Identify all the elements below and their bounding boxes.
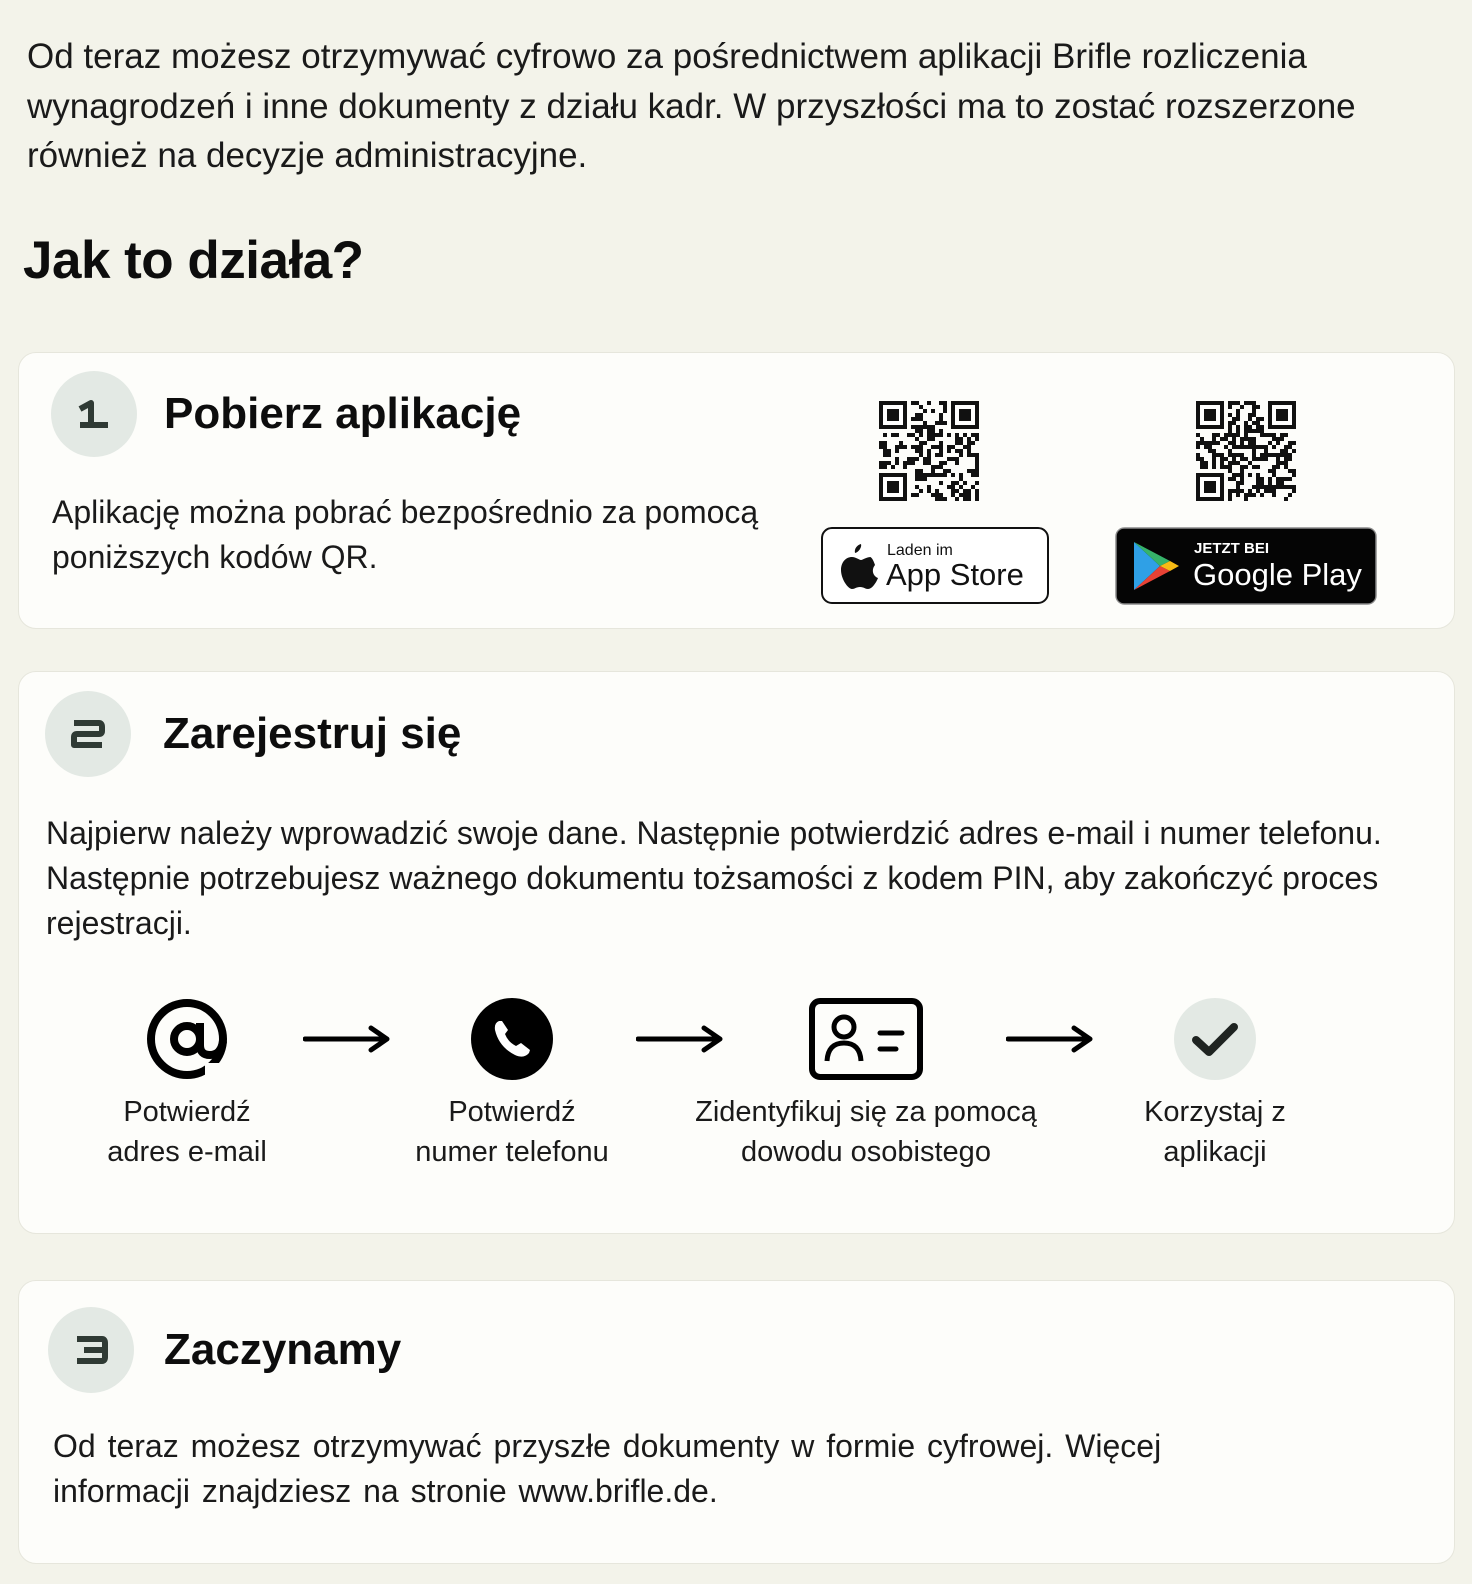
step-title: Pobierz aplikację <box>164 389 522 438</box>
flow-step-use-app-label <box>1115 1092 1315 1172</box>
flow-step-identify-label <box>681 1092 1051 1172</box>
intro-line: Od teraz możesz otrzymywać cyfrowo za pośrednictwem aplikacji Brifle rozliczenia <box>27 37 1307 76</box>
googleplay-small-label: JETZT BEI <box>1194 540 1270 557</box>
arrow-right-icon <box>636 1024 726 1054</box>
digit-three-icon <box>74 1335 108 1365</box>
step-description-line: rejestracji. <box>46 905 192 941</box>
step-description <box>52 490 758 580</box>
step-number-badge <box>45 691 131 777</box>
flow-label-line: Korzystaj z <box>1144 1096 1286 1128</box>
digit-two-icon <box>71 719 105 749</box>
flow-step-email-label <box>67 1092 307 1172</box>
step-title: Zaczynamy <box>164 1325 402 1374</box>
appstore-big-label: App Store <box>886 557 1024 592</box>
checkmark-icon <box>1173 997 1257 1081</box>
flow-label-line: aplikacji <box>1163 1136 1267 1168</box>
arrow-right-icon <box>303 1024 393 1054</box>
flow-label-line: dowodu osobistego <box>741 1136 991 1168</box>
step-number-badge <box>48 1307 134 1393</box>
flow-label-line: Potwierdź <box>448 1096 576 1128</box>
intro-line: również na decyzje administracyjne. <box>27 136 588 175</box>
step-card-download <box>18 352 1455 629</box>
app-store-button[interactable] <box>821 527 1049 604</box>
intro-paragraph <box>27 32 1427 181</box>
step-description-line: poniższych kodów QR. <box>52 539 378 575</box>
flow-label-line: Potwierdź <box>123 1096 251 1128</box>
step-title: Zarejestruj się <box>163 709 462 758</box>
google-play-button[interactable] <box>1115 527 1377 605</box>
step-number-badge <box>51 371 137 457</box>
arrow-right-icon <box>1006 1024 1096 1054</box>
flow-label-line: numer telefonu <box>415 1136 609 1168</box>
flow-label-line: Zidentyfikuj się za pomocą <box>695 1096 1037 1128</box>
googleplay-big-label: Google Play <box>1193 557 1362 592</box>
id-card-icon <box>808 997 924 1081</box>
qr-code-appstore[interactable] <box>879 401 979 501</box>
step-description <box>46 811 1382 946</box>
digit-one-icon <box>77 399 111 429</box>
qr-code-googleplay[interactable] <box>1196 401 1296 501</box>
phone-icon <box>470 997 554 1081</box>
step-card-register <box>18 671 1455 1234</box>
page-title: Jak to działa? <box>23 231 364 290</box>
step-description-line: Najpierw należy wprowadzić swoje dane. Następnie potwierdzić adres e-mail i numer telefonu. <box>46 815 1382 851</box>
step-description-line: Od teraz możesz otrzymywać przyszłe dokumenty w formie cyfrowej. Więcej <box>53 1428 1162 1464</box>
appstore-small-label: Laden im <box>887 542 953 559</box>
intro-line: wynagrodzeń i inne dokumenty z działu kadr. W przyszłości ma to zostać rozszerzone <box>27 86 1356 126</box>
step-description-line: informacji znajdziesz na stronie www.brifle.de. <box>53 1473 718 1509</box>
step-description <box>53 1424 1161 1514</box>
step-description-line: Aplikację można pobrać bezpośrednio za pomocą <box>52 494 759 530</box>
at-sign-icon <box>145 997 229 1081</box>
step-card-start <box>18 1280 1455 1564</box>
flow-step-phone-label <box>387 1092 637 1172</box>
flow-label-line: adres e-mail <box>107 1136 267 1168</box>
step-description-line: Następnie potrzebujesz ważnego dokumentu tożsamości z kodem PIN, aby zakończyć proces <box>46 860 1379 896</box>
